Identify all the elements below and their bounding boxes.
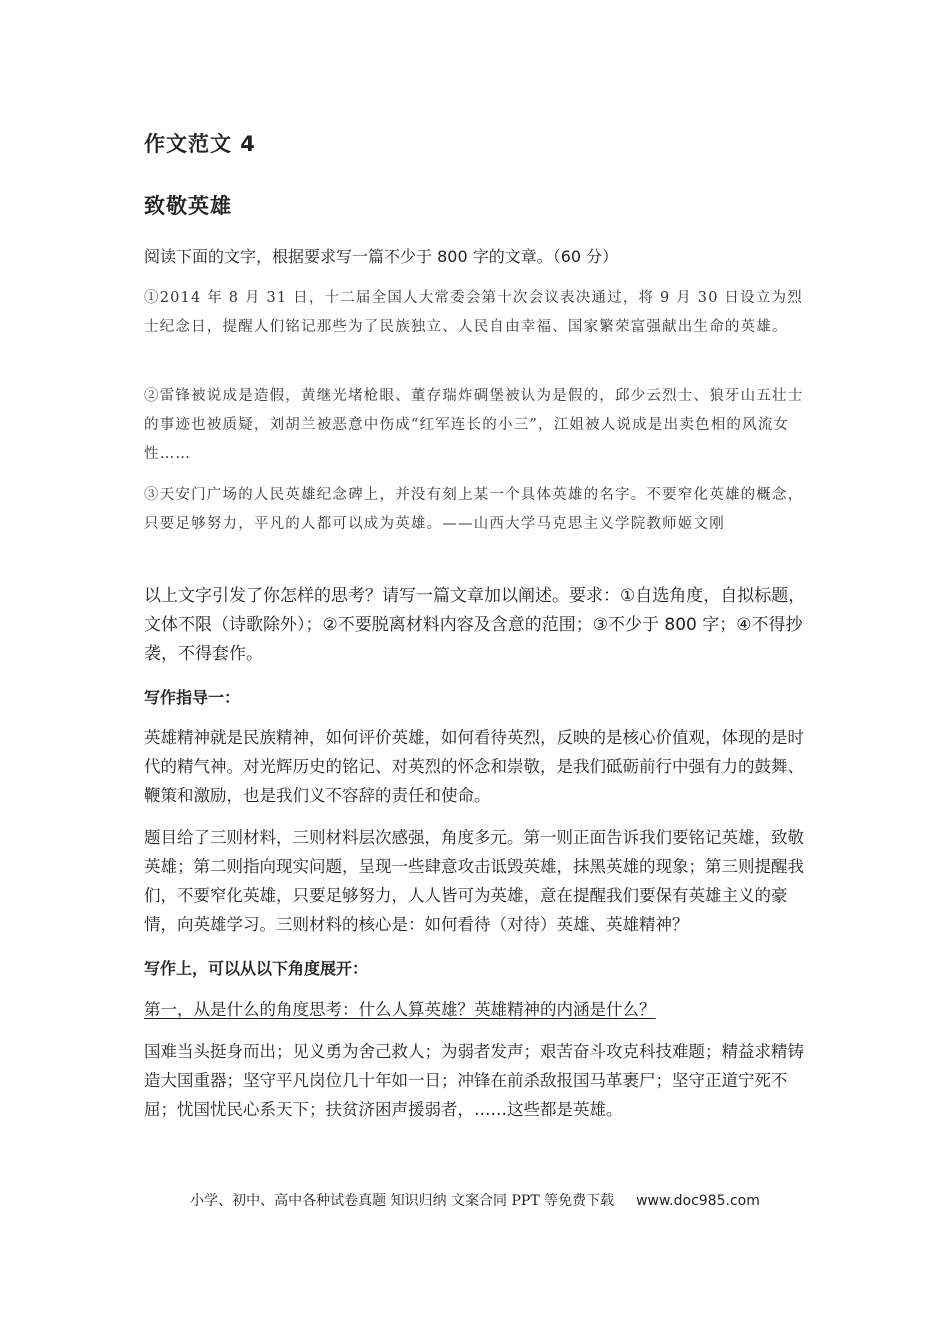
prompt-intro: 阅读下面的文字，根据要求写一篇不少于 800 字的文章。（60 分）: [144, 247, 619, 266]
material-3: ③天安门广场的人民英雄纪念碑上，并没有刻上某一个具体英雄的名字。不要窄化英雄的概念，只要足够努力，平凡的人都可以成为英雄。——山西大学马克思主义学院教师姬文刚: [144, 487, 804, 532]
essay-number-title: 作文范文 4: [144, 132, 256, 156]
writing-requirement: 以上文字引发了你怎样的思考？请写一篇文章加以阐述。要求：①自选角度，自拟标题，文体不限（诗歌除外）；②不要脱离材料内容及含意的范围；③不少于 800 字；④不得抄袭，不得套作。: [144, 586, 806, 664]
material-1: ①2014 年 8 月 31 日，十二届全国人大常委会第十次会议表决通过，将 9 月 30 日设立为烈士纪念日，提醒人们铭记那些为了民族独立、人民自由幸福、国家繁荣富强献出生命的英雄。: [144, 290, 803, 335]
footer-url[interactable]: www.doc985.com: [636, 1193, 760, 1209]
angle-1-paragraph: 国难当头挺身而出；见义勇为舍己救人；为弱者发声；艰苦奋斗攻克科技难题；精益求精铸造大国重器；坚守平凡岗位几十年如一日；冲锋在前杀敌报国马革裹尸；坚守正道宁死不屈；忧国忧民心系天下；扶贫济困声援弱者，……这些都是英雄。: [144, 1042, 804, 1119]
material-2: ②雷锋被说成是造假，黄继光堵枪眼、董存瑞炸碉堡被认为是假的，邱少云烈士、狼牙山五壮士的事迹也被质疑，刘胡兰被恶意中伤成“红军连长的小三”，江姐被人说成是出卖色相的风流女性……: [144, 388, 804, 462]
page-footer: [0, 1190, 950, 1210]
guide-paragraph-1: 英雄精神就是民族精神，如何评价英雄，如何看待英烈，反映的是核心价值观，体现的是时代的精气神。对光辉历史的铭记、对英烈的怀念和崇敬，是我们砥砺前行中强有力的鼓舞、鞭策和激励，也是我们义不容辞的责任和使命。: [144, 728, 804, 805]
essay-title: 致敬英雄: [144, 194, 232, 218]
angle-heading: 写作上，可以从以下角度展开：: [144, 959, 369, 978]
angle-1-heading: 第一，从是什么的角度思考：什么人算英雄？英雄精神的内涵是什么？: [144, 1000, 656, 1019]
guide-paragraph-2: 题目给了三则材料，三则材料层次感强，角度多元。第一则正面告诉我们要铭记英雄，致敬英雄；第二则指向现实问题，呈现一些肆意攻击诋毁英雄，抹黑英雄的现象；第三则提醒我们，不要窄化英雄，只要足够努力，人人皆可为英雄，意在提醒我们要保有英雄主义的豪情，向英雄学习。三则材料的核心是：如何看待（对待）英雄、英雄精神？: [144, 828, 804, 934]
guide-heading: 写作指导一：: [144, 688, 241, 707]
footer-text: 小学、初中、高中各种试卷真题 知识归纳 文案合同 PPT 等免费下载: [190, 1193, 615, 1209]
